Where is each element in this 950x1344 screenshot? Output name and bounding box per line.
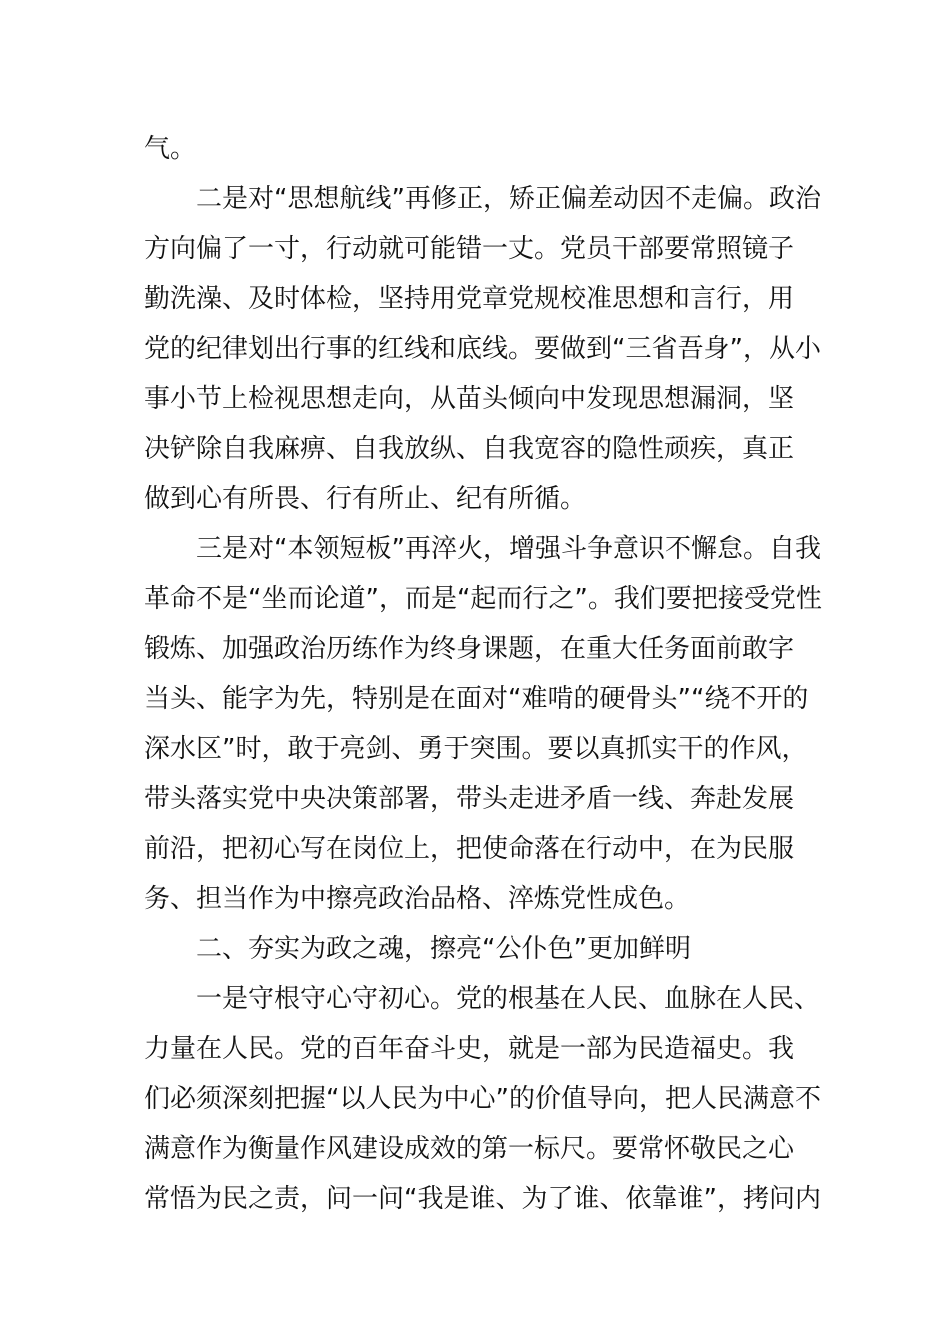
text-line: 党的纪律划出行事的红线和底线。要做到“三省吾身”，从小: [144, 334, 821, 364]
text-line: 锻炼、加强政治历练作为终身课题，在重大任务面前敢字: [144, 634, 795, 664]
text-line: 气。: [144, 134, 197, 164]
paragraph-start-line: 一是守根守心守初心。党的根基在人民、血脉在人民、: [196, 984, 821, 1014]
body-text: [144, 124, 824, 1224]
text-line: 勤洗澡、及时体检，坚持用党章党规校准思想和言行，用: [144, 284, 795, 314]
text-line: 方向偏了一寸，行动就可能错一丈。党员干部要常照镜子: [144, 234, 795, 264]
text-line: 当头、能字为先，特别是在面对“难啃的硬骨头”“绕不开的: [144, 684, 809, 714]
paragraph-start-line: 二是对“思想航线”再修正，矫正偏差动因不走偏。政治: [196, 184, 821, 214]
text-line: 前沿，把初心写在岗位上，把使命落在行动中，在为民服: [144, 834, 795, 864]
text-line: 决铲除自我麻痹、自我放纵、自我宽容的隐性顽疾，真正: [144, 434, 795, 464]
text-line: 满意作为衡量作风建设成效的第一标尺。要常怀敬民之心: [144, 1134, 795, 1164]
text-line: 常悟为民之责，问一问“我是谁、为了谁、依靠谁”，拷问内: [144, 1184, 821, 1214]
paragraph-start-line: 三是对“本领短板”再淬火，增强斗争意识不懈怠。自我: [196, 534, 821, 564]
text-line: 力量在人民。党的百年奋斗史，就是一部为民造福史。我: [144, 1034, 795, 1064]
text-line: 带头落实党中央决策部署，带头走进矛盾一线、奔赴发展: [144, 784, 795, 814]
text-line: 务、担当作为中擦亮政治品格、淬炼党性成色。: [144, 884, 691, 914]
text-line: 做到心有所畏、行有所止、纪有所循。: [144, 484, 587, 514]
text-line: 事小节上检视思想走向，从苗头倾向中发现思想漏洞，坚: [144, 384, 795, 414]
text-line: 革命不是“坐而论道”，而是“起而行之”。我们要把接受党性: [144, 584, 822, 614]
text-line: 深水区”时，敢于亮剑、勇于突围。要以真抓实干的作风，: [144, 734, 808, 764]
text-line: 们必须深刻把握“以人民为中心”的价值导向，把人民满意不: [144, 1084, 821, 1114]
section-heading: 二、夯实为政之魂，擦亮“公仆色”更加鲜明: [196, 934, 691, 964]
